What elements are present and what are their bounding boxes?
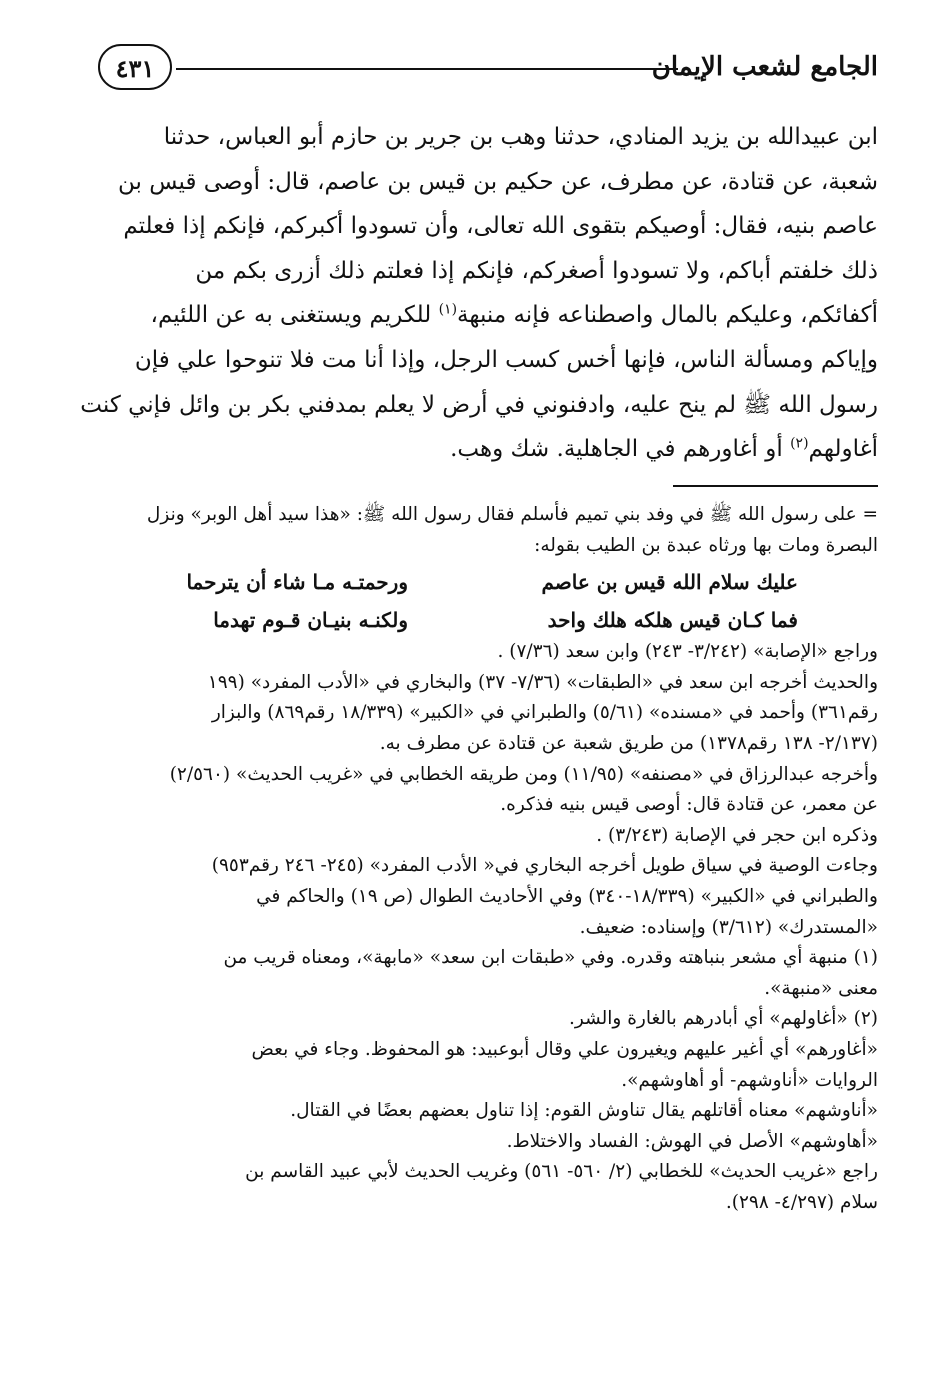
footnote-marker-1[interactable]: (١) xyxy=(438,301,458,318)
reference-line: والطبراني في «الكبير» (١٨/٣٣٩-٣٤٠) وفي الأحاديث الطوال (ص ١٩) والحاكم في xyxy=(256,885,878,907)
main-line xyxy=(68,293,878,338)
main-line: رسول الله ﷺ لم ينح عليه، وادفنوني في أرض لا يعلم بمدفني بكر بن وائل فإني كنت xyxy=(80,391,878,418)
footnote-1-line: (١) منبهة أي مشعر بنباهته وقدره. وفي «طبقات ابن سعد» «مابهة»، ومعناه قريب من xyxy=(223,947,878,969)
footnote-2-line: الروايات «أناوشهم- أو أهاوشهم». xyxy=(621,1069,878,1091)
reference-line: وأخرجه عبدالرزاق في «مصنفه» (١١/٩٥) ومن طريقه الخطابي في «غريب الحديث» (٢/٥٦٠) xyxy=(169,763,878,785)
poem-verse xyxy=(68,561,878,599)
poem-hemistich: ولكنـه بنيـان قـوم تهدما xyxy=(213,608,408,633)
reference-line: وراجع «الإصابة» (٣/٢٤٢- ٢٤٣) وابن سعد (٧/٣٦) . xyxy=(497,641,878,663)
footnote-separator xyxy=(673,485,878,487)
reference-line: «المستدرك» (٣/٦١٢) وإسناده: ضعيف. xyxy=(579,916,878,938)
main-line: وإياكم ومسألة الناس، فإنها أخس كسب الرجل، وإذا أنا مت فلا تنوحوا علي فإن xyxy=(134,346,878,373)
footnote-2-line: «أغاورهم» أي أغير عليهم ويغيرون علي وقال أبوعبيد: هو المحفوظ. وجاء في بعض xyxy=(251,1038,878,1060)
reference-line: عن معمر، عن قتادة قال: أوصى قيس بنيه فذكره. xyxy=(500,794,878,816)
page-number: ٤٣١ xyxy=(98,44,172,90)
footnote-2-line: راجع «غريب الحديث» للخطابي (٢/ ٥٦٠- ٥٦١) وغريب الحديث لأبي عبيد القاسم بن xyxy=(245,1161,878,1183)
poem-hemistich: فما كـان قيس هلكه هلك واحد xyxy=(547,608,798,633)
reference-line: وذكره ابن حجر في الإصابة (٣/٢٤٣) . xyxy=(596,824,878,846)
page-header xyxy=(98,38,878,98)
poem-verse xyxy=(68,599,878,637)
poem xyxy=(68,561,878,637)
running-title: الجامع لشعب الإيمان xyxy=(651,52,878,82)
footnotes xyxy=(68,500,878,1218)
reference-line: (٢/١٣٧- ١٣٨ رقم١٣٧٨) من طريق شعبة عن قتادة عن مطرف به. xyxy=(379,732,878,754)
footnote-2-line: «أناوشهم» معناه أقاتلهم يقال تناوش القوم: إذا تناول بعضهم بعضًا في القتال. xyxy=(290,1100,878,1122)
main-line-text: أو أغاورهم في الجاهلية. شك وهب. xyxy=(450,436,783,463)
poem-hemistich: عليك سلام الله قيس بن عاصم xyxy=(541,570,798,595)
footnote-2-line: (٢) «أغاولهم» أي أبادرهم بالغارة والشر. xyxy=(569,1008,878,1030)
main-line xyxy=(68,427,878,472)
main-line: ابن عبيدالله بن يزيد المنادي، حدثنا وهب بن جرير بن حازم أبو العباس، حدثنا xyxy=(163,124,878,150)
main-line-text: للكريم ويستغنى به عن اللئيم، xyxy=(150,302,432,329)
footnote-marker-2[interactable]: (٢) xyxy=(790,435,809,452)
main-line-text: أكفائكم، وعليكم بالمال واصطناعه فإنه منبهة xyxy=(457,302,878,329)
reference-line: والحديث أخرجه ابن سعد في «الطبقات» (٧/٣٦- ٣٧) والبخاري في «الأدب المفرد» (١٩٩ xyxy=(207,671,878,693)
reference-line: وجاءت الوصية في سياق طويل أخرجه البخاري في« الأدب المفرد» (٢٤٥- ٢٤٦ رقم٩٥٣) xyxy=(211,855,878,877)
main-line: عاصم بنيه، فقال: أوصيكم بتقوى الله تعالى، وأن تسودوا أكبركم، فإنكم إذا فعلتم xyxy=(123,213,878,240)
poem-hemistich: ورحمتـه مـا شاء أن يترحما xyxy=(186,570,408,595)
footnote-1-line: معنى «منبهة». xyxy=(764,977,878,999)
main-line-text: أغاولهم xyxy=(808,436,878,463)
main-line: ذلك خلفتم أباكم، ولا تسودوا أصغركم، فإنكم إذا فعلتم ذلك أزرى بكم من xyxy=(195,257,878,284)
main-text xyxy=(68,115,878,472)
footnote-line: البصرة ومات بها ورثاه عبدة بن الطيب بقوله: xyxy=(534,534,878,556)
reference-line: رقم٣٦١) وأحمد في «مسنده» (٥/٦١) والطبراني في «الكبير» (١٨/٣٣٩ رقم٨٦٩) والبزار xyxy=(211,702,878,724)
main-line: شعبة، عن قتادة، عن مطرف، عن حكيم بن قيس بن عاصم، قال: أوصى قيس بن xyxy=(118,168,878,195)
footnote-line: = على رسول الله ﷺ في وفد بني تميم فأسلم فقال رسول الله ﷺ: «هذا سيد أهل الوبر» ونزل xyxy=(146,504,878,525)
header-rule xyxy=(176,68,678,70)
footnote-2-line: سلام (٤/٢٩٧- ٢٩٨). xyxy=(725,1191,878,1213)
footnote-2-line: «أهاوشهم» الأصل في الهوش: الفساد والاختلاط. xyxy=(506,1130,878,1152)
